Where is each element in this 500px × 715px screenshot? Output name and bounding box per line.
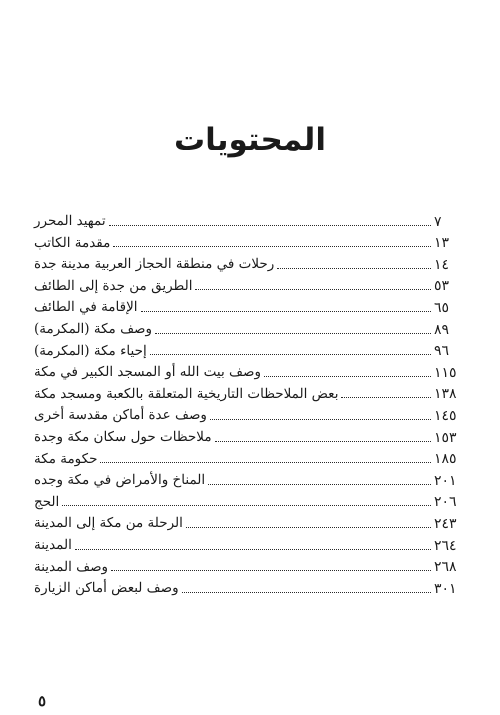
dot-leader: [264, 375, 431, 377]
toc-entry[interactable]: [30, 466, 468, 488]
toc-entry[interactable]: [30, 574, 468, 596]
toc-entry[interactable]: [30, 445, 468, 467]
toc-entry[interactable]: [30, 250, 468, 272]
toc-entry-page: ٨٩: [434, 321, 450, 338]
toc-entry[interactable]: [30, 380, 468, 402]
toc-entry-page: ٢٦٨: [434, 559, 457, 576]
toc-entry-title: وصف لبعض أماكن الزيارة: [34, 580, 179, 597]
toc-entry[interactable]: [30, 488, 468, 510]
toc-entry-page: ١٤: [434, 256, 450, 273]
toc-entry[interactable]: [30, 401, 468, 423]
toc-entry-page: ١٥٣: [434, 429, 457, 446]
toc-entry-page: ٦٥: [434, 299, 450, 316]
toc-entry[interactable]: [30, 293, 468, 315]
toc-entry-page: ٢٠١: [434, 472, 457, 489]
toc-entry-title: مقدمة الكاتب: [34, 234, 111, 251]
toc-entry[interactable]: [30, 207, 468, 229]
table-of-contents: [30, 207, 468, 596]
toc-entry[interactable]: [30, 509, 468, 531]
toc-entry-page: ١٣٨: [434, 386, 457, 403]
dot-leader: [195, 288, 431, 290]
toc-entry[interactable]: [30, 315, 468, 337]
toc-entry-page: ٥٣: [434, 278, 450, 295]
dot-leader: [100, 461, 431, 463]
toc-entry[interactable]: [30, 337, 468, 359]
toc-entry[interactable]: [30, 553, 468, 575]
dot-leader: [62, 504, 431, 506]
toc-entry-title: الطريق من جدة إلى الطائف: [34, 277, 193, 294]
toc-entry-title: الرحلة من مكة إلى المدينة: [34, 515, 183, 532]
dot-leader: [210, 418, 431, 420]
toc-entry-title: المناخ والأمراض في مكة وجده: [34, 472, 206, 489]
toc-entry-page: ٢٠٦: [434, 494, 457, 511]
dot-leader: [277, 267, 431, 269]
dot-leader: [150, 353, 431, 355]
toc-entry-page: ٢٤٣: [434, 515, 457, 532]
toc-entry-page: ٢٦٤: [434, 537, 457, 554]
toc-entry-title: إحياء مكة (المكرمة): [34, 342, 147, 359]
toc-entry-page: ٧: [434, 213, 442, 230]
toc-entry[interactable]: [30, 531, 468, 553]
toc-entry-title: ملاحظات حول سكان مكة وجدة: [34, 429, 212, 446]
toc-entry-title: بعض الملاحظات التاريخية المتعلقة بالكعبة ومسجد مكة: [34, 385, 339, 402]
toc-entry[interactable]: [30, 272, 468, 294]
toc-entry-page: ٩٦: [434, 343, 450, 360]
dot-leader: [109, 224, 431, 226]
toc-entry[interactable]: [30, 423, 468, 445]
toc-entry-title: تمهيد المحرر: [34, 213, 106, 230]
dot-leader: [186, 526, 431, 528]
page-number: ٥: [38, 692, 47, 710]
dot-leader: [155, 332, 431, 334]
toc-entry-title: رحلات في منطقة الحجاز العربية مدينة جدة: [34, 256, 275, 273]
toc-entry[interactable]: [30, 229, 468, 251]
toc-entry-title: وصف المدينة: [34, 558, 109, 575]
toc-entry-title: المدينة: [34, 537, 72, 553]
dot-leader: [182, 591, 431, 593]
toc-entry-title: الحج: [34, 493, 60, 510]
dot-leader: [113, 245, 431, 247]
dot-leader: [341, 396, 431, 398]
toc-entry-page: ١١٥: [434, 364, 457, 381]
toc-entry-title: وصف عدة أماكن مقدسة أخرى: [34, 407, 207, 424]
toc-entry-title: الإقامة في الطائف: [34, 299, 138, 316]
toc-entry-title: حكومة مكة: [34, 450, 98, 467]
dot-leader: [141, 310, 431, 312]
toc-entry-page: ٣٠١: [434, 580, 457, 597]
dot-leader: [215, 440, 431, 442]
page-title: المحتويات: [174, 122, 326, 158]
toc-entry-title: وصف بيت الله أو المسجد الكبير في مكة: [34, 364, 261, 381]
dot-leader: [111, 569, 431, 571]
dot-leader: [208, 483, 431, 485]
toc-entry-page: ١٨٥: [434, 451, 457, 468]
toc-entry-page: ١٣: [434, 235, 450, 252]
toc-entry[interactable]: [30, 358, 468, 380]
toc-entry-page: ١٤٥: [434, 407, 457, 424]
dot-leader: [75, 548, 431, 550]
toc-entry-title: وصف مكة (المكرمة): [34, 321, 153, 338]
